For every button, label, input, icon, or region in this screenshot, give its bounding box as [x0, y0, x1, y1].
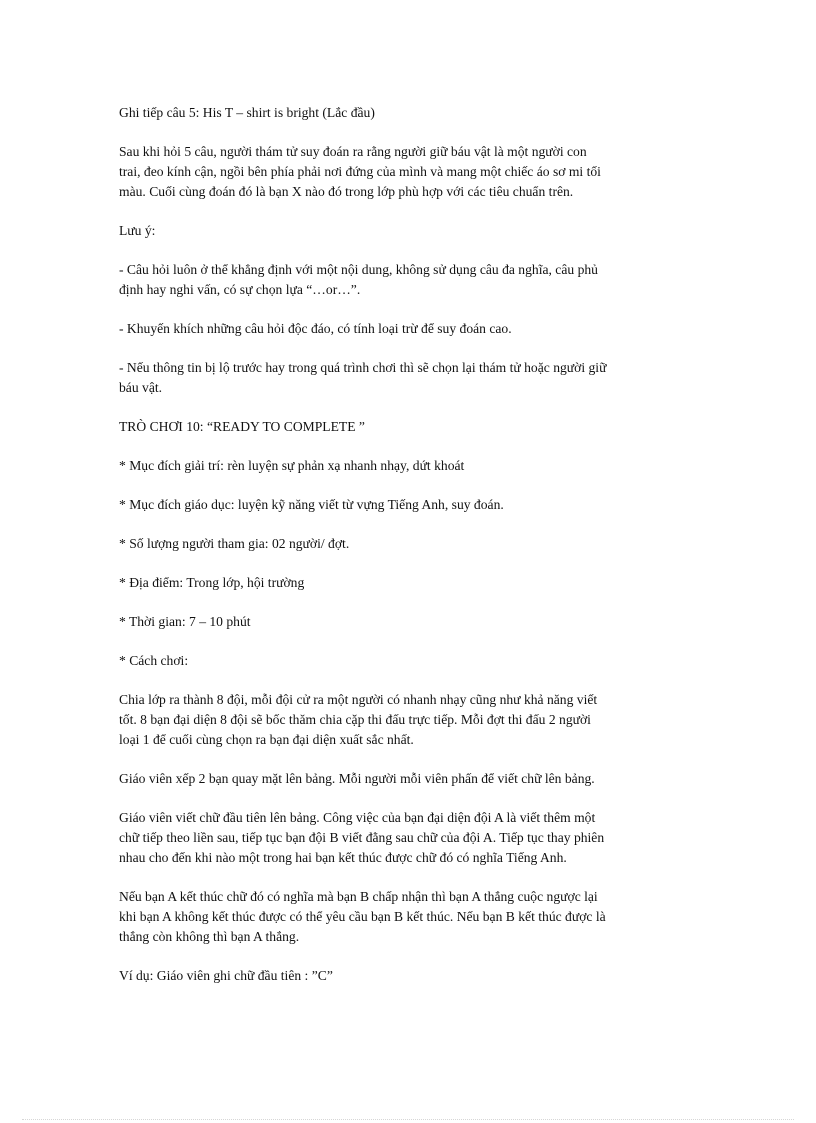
- paragraph-note-3: - Nếu thông tin bị lộ trước hay trong quá trình chơi thì sẽ chọn lại thám tử hoặc người giữ báu vật.: [119, 360, 607, 395]
- game-rules-heading: * Cách chơi:: [119, 653, 189, 668]
- paragraph-note-2: - Khuyến khích những câu hỏi độc đáo, có tính loại trừ để suy đoán cao.: [119, 321, 512, 336]
- page-bottom-divider: [22, 1119, 794, 1120]
- document-body: [119, 103, 699, 1005]
- paragraph-note-heading: Lưu ý:: [119, 223, 156, 238]
- game-purpose-entertainment: * Mục đích giải trí: rèn luyện sự phản xạ nhanh nhạy, dứt khoát: [119, 458, 465, 473]
- paragraph-question-5: Ghi tiếp câu 5: His T – shirt is bright (Lắc đầu): [119, 105, 375, 120]
- game-rules-setup: Giáo viên xếp 2 bạn quay mặt lên bảng. Mỗi người mỗi viên phấn để viết chữ lên bảng.: [119, 771, 595, 786]
- game-rules-play: Giáo viên viết chữ đầu tiên lên bảng. Công việc của bạn đại diện đội A là viết thêm một chữ tiếp theo liền sau, tiếp tục bạn đội B viết đằng sau chữ của đội A. Tiếp tục thay phiên nhau cho đến khi nào một trong hai bạn kết thúc được chữ đó có nghĩa Tiếng Anh.: [119, 810, 605, 865]
- game-purpose-education: * Mục đích giáo dục: luyện kỹ năng viết từ vựng Tiếng Anh, suy đoán.: [119, 497, 504, 512]
- game-example: Ví dụ: Giáo viên ghi chữ đầu tiên : ”C”: [119, 968, 333, 983]
- game-rules-winning: Nếu bạn A kết thúc chữ đó có nghĩa mà bạn B chấp nhận thì bạn A thắng cuộc ngược lại khi bạn A không kết thúc được có thể yêu cầu bạn B kết thúc. Nếu bạn B kết thúc được là thắng còn không thì bạn A thắng.: [119, 889, 606, 944]
- game-rules-teams: Chia lớp ra thành 8 đội, mỗi đội cử ra một người có nhanh nhạy cũng như khả năng viết tốt. 8 bạn đại diện 8 đội sẽ bốc thăm chia cặp thi đấu trực tiếp. Mỗi đợt thi đấu 2 người loại 1 để cuối cùng chọn ra bạn đại diện xuất sắc nhất.: [119, 692, 598, 747]
- game-participants: * Số lượng người tham gia: 02 người/ đợt.: [119, 536, 350, 551]
- game-10-title: TRÒ CHƠI 10: “READY TO COMPLETE ”: [119, 419, 365, 434]
- paragraph-note-1: - Câu hỏi luôn ở thể khẳng định với một nội dung, không sử dụng câu đa nghĩa, câu phủ định hay nghi vấn, có sự chọn lựa “…or…”.: [119, 262, 598, 297]
- game-location: * Địa điểm: Trong lớp, hội trường: [119, 575, 305, 590]
- game-duration: * Thời gian: 7 – 10 phút: [119, 614, 251, 629]
- paragraph-detective-conclusion: Sau khi hỏi 5 câu, người thám tử suy đoán ra rằng người giữ báu vật là một người con trai, đeo kính cận, ngồi bên phía phải nơi đứng của mình và mang một chiếc áo sơ mi tối màu. Cuối cùng đoán đó là bạn X nào đó trong lớp phù hợp với các tiêu chuẩn trên.: [119, 144, 601, 199]
